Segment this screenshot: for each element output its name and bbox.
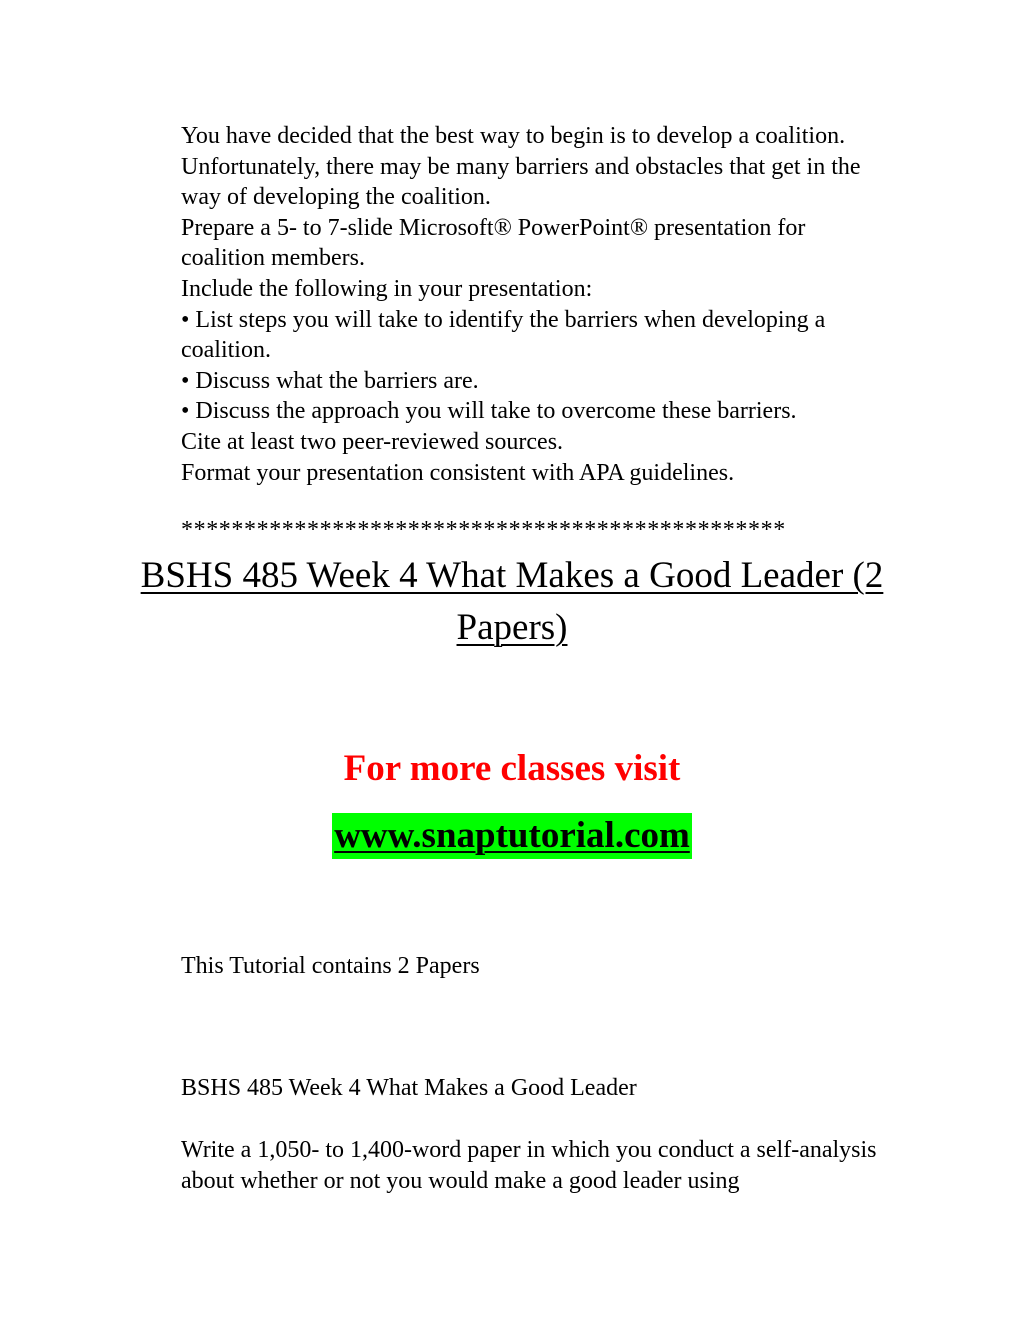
bullet-item: • List steps you will take to identify the barriers when developing a coalition. <box>181 306 826 364</box>
assignment-text-block <box>181 1135 921 1196</box>
format-instruction: Format your presentation consistent with APA guidelines. <box>181 459 735 486</box>
promo-link-container <box>0 813 1024 859</box>
assignment-instructions <box>181 121 921 488</box>
asterisk-separator: ************************************************ <box>181 517 786 543</box>
bullet-item: • Discuss what the barriers are. <box>181 367 479 394</box>
prepare-instruction: Prepare a 5- to 7-slide Microsoft® PowerPoint® presentation for coalition members. <box>181 214 806 272</box>
bullet-item: • Discuss the approach you will take to overcome these barriers. <box>181 398 797 425</box>
website-link[interactable]: www.snaptutorial.com <box>332 813 692 859</box>
course-heading: BSHS 485 Week 4 What Makes a Good Leader (2 Papers) <box>140 555 884 648</box>
tutorial-note: This Tutorial contains 2 Papers <box>181 953 480 979</box>
assignment-text: Write a 1,050- to 1,400-word paper in which you conduct a self-analysis about whether or not you would make a good leader using <box>181 1137 877 1194</box>
promo-text: For more classes visit <box>343 748 681 789</box>
include-instruction: Include the following in your presentation: <box>181 275 593 302</box>
intro-paragraph: You have decided that the best way to begin is to develop a coalition. Unfortunately, there may be many barriers and obstacles that get in the way of developing the coalition. <box>181 123 861 211</box>
paper-subtitle: BSHS 485 Week 4 What Makes a Good Leader <box>181 1075 637 1101</box>
citation-instruction: Cite at least two peer-reviewed sources. <box>181 428 564 455</box>
